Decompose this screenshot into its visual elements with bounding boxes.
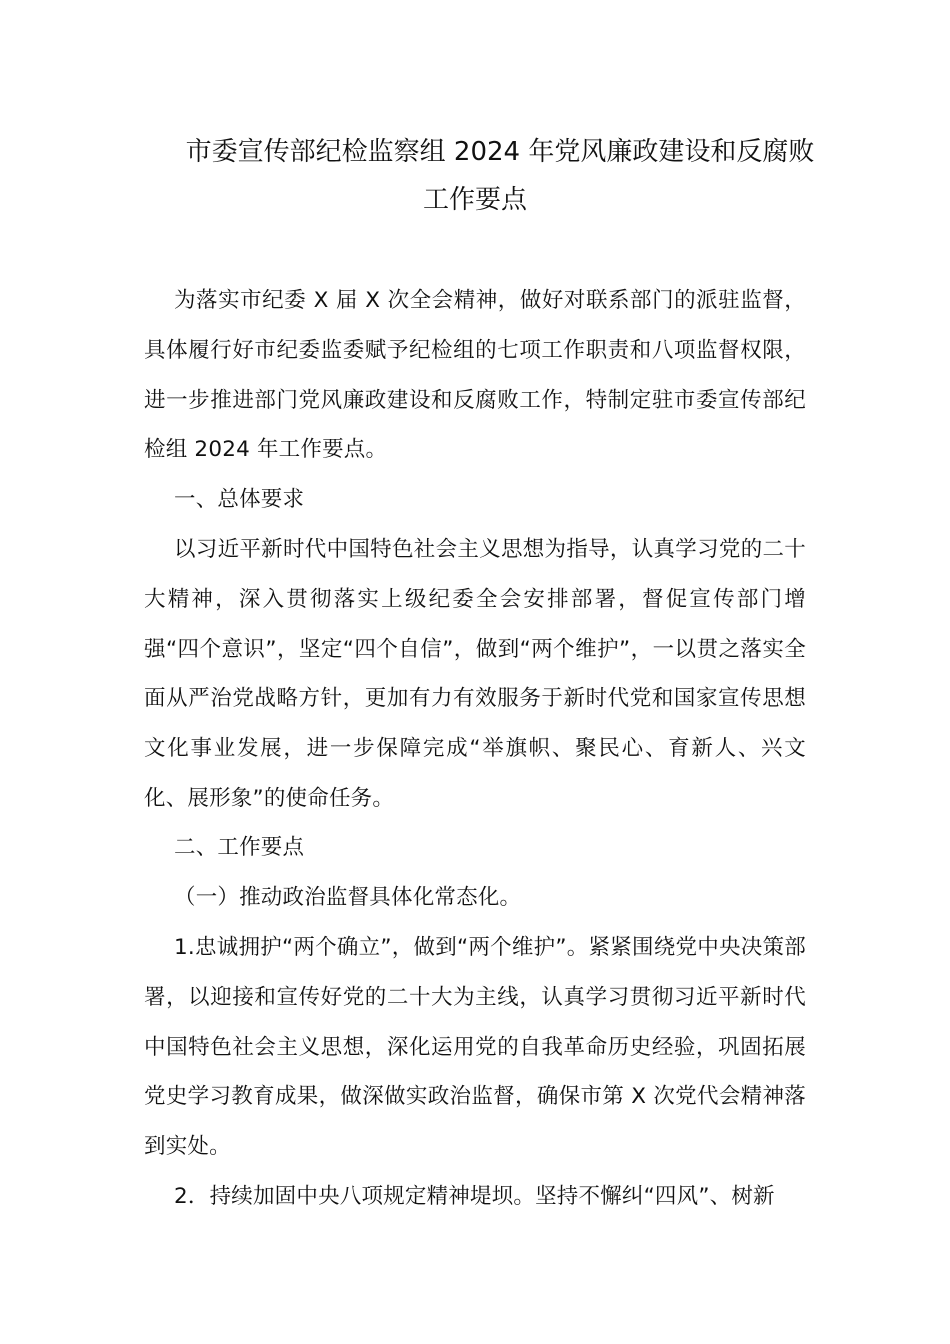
- item-1-paragraph: 1.忠诚拥护“两个确立”，做到“两个维护”。紧紧围绕党中央决策部署，以迎接和宣传好党的二十大为主线，认真学习贯彻习近平新时代中国特色社会主义思想，深化运用党的自我革命历史经验，巩固拓展党史学习教育成果，做深做实政治监督，确保市第 X 次党代会精神落到实处。: [144, 935, 806, 1160]
- subsection-1-heading: （一）推动政治监督具体化常态化。: [174, 885, 522, 910]
- document-title-line-1: 市委宣传部纪检监察组 2024 年党风廉政建设和反腐败: [185, 137, 815, 167]
- section-1-heading: 一、总体要求: [174, 487, 305, 512]
- item-2-paragraph: 2．持续加固中央八项规定精神堤坝。坚持不懈纠“四风”、树新: [174, 1184, 775, 1209]
- intro-paragraph: 为落实市纪委 X 届 X 次全会精神，做好对联系部门的派驻监督，具体履行好市纪委监委赋予纪检组的七项工作职责和八项监督权限，进一步推进部门党风廉政建设和反腐败工作，特制定驻市委宣传部纪检组 2024 年工作要点。: [144, 288, 806, 463]
- section-2-heading: 二、工作要点: [174, 835, 305, 860]
- document-title-line-2: 工作要点: [422, 185, 527, 215]
- section-1-paragraph: 以习近平新时代中国特色社会主义思想为指导，认真学习党的二十大精神，深入贯彻落实上级纪委全会安排部署，督促宣传部门增强“四个意识”，坚定“四个自信”，做到“两个维护”，一以贯之落实全面从严治党战略方针，更加有力有效服务于新时代党和国家宣传思想文化事业发展，进一步保障完成“举旗帜、聚民心、育新人、兴文化、展形象”的使命任务。: [144, 537, 806, 811]
